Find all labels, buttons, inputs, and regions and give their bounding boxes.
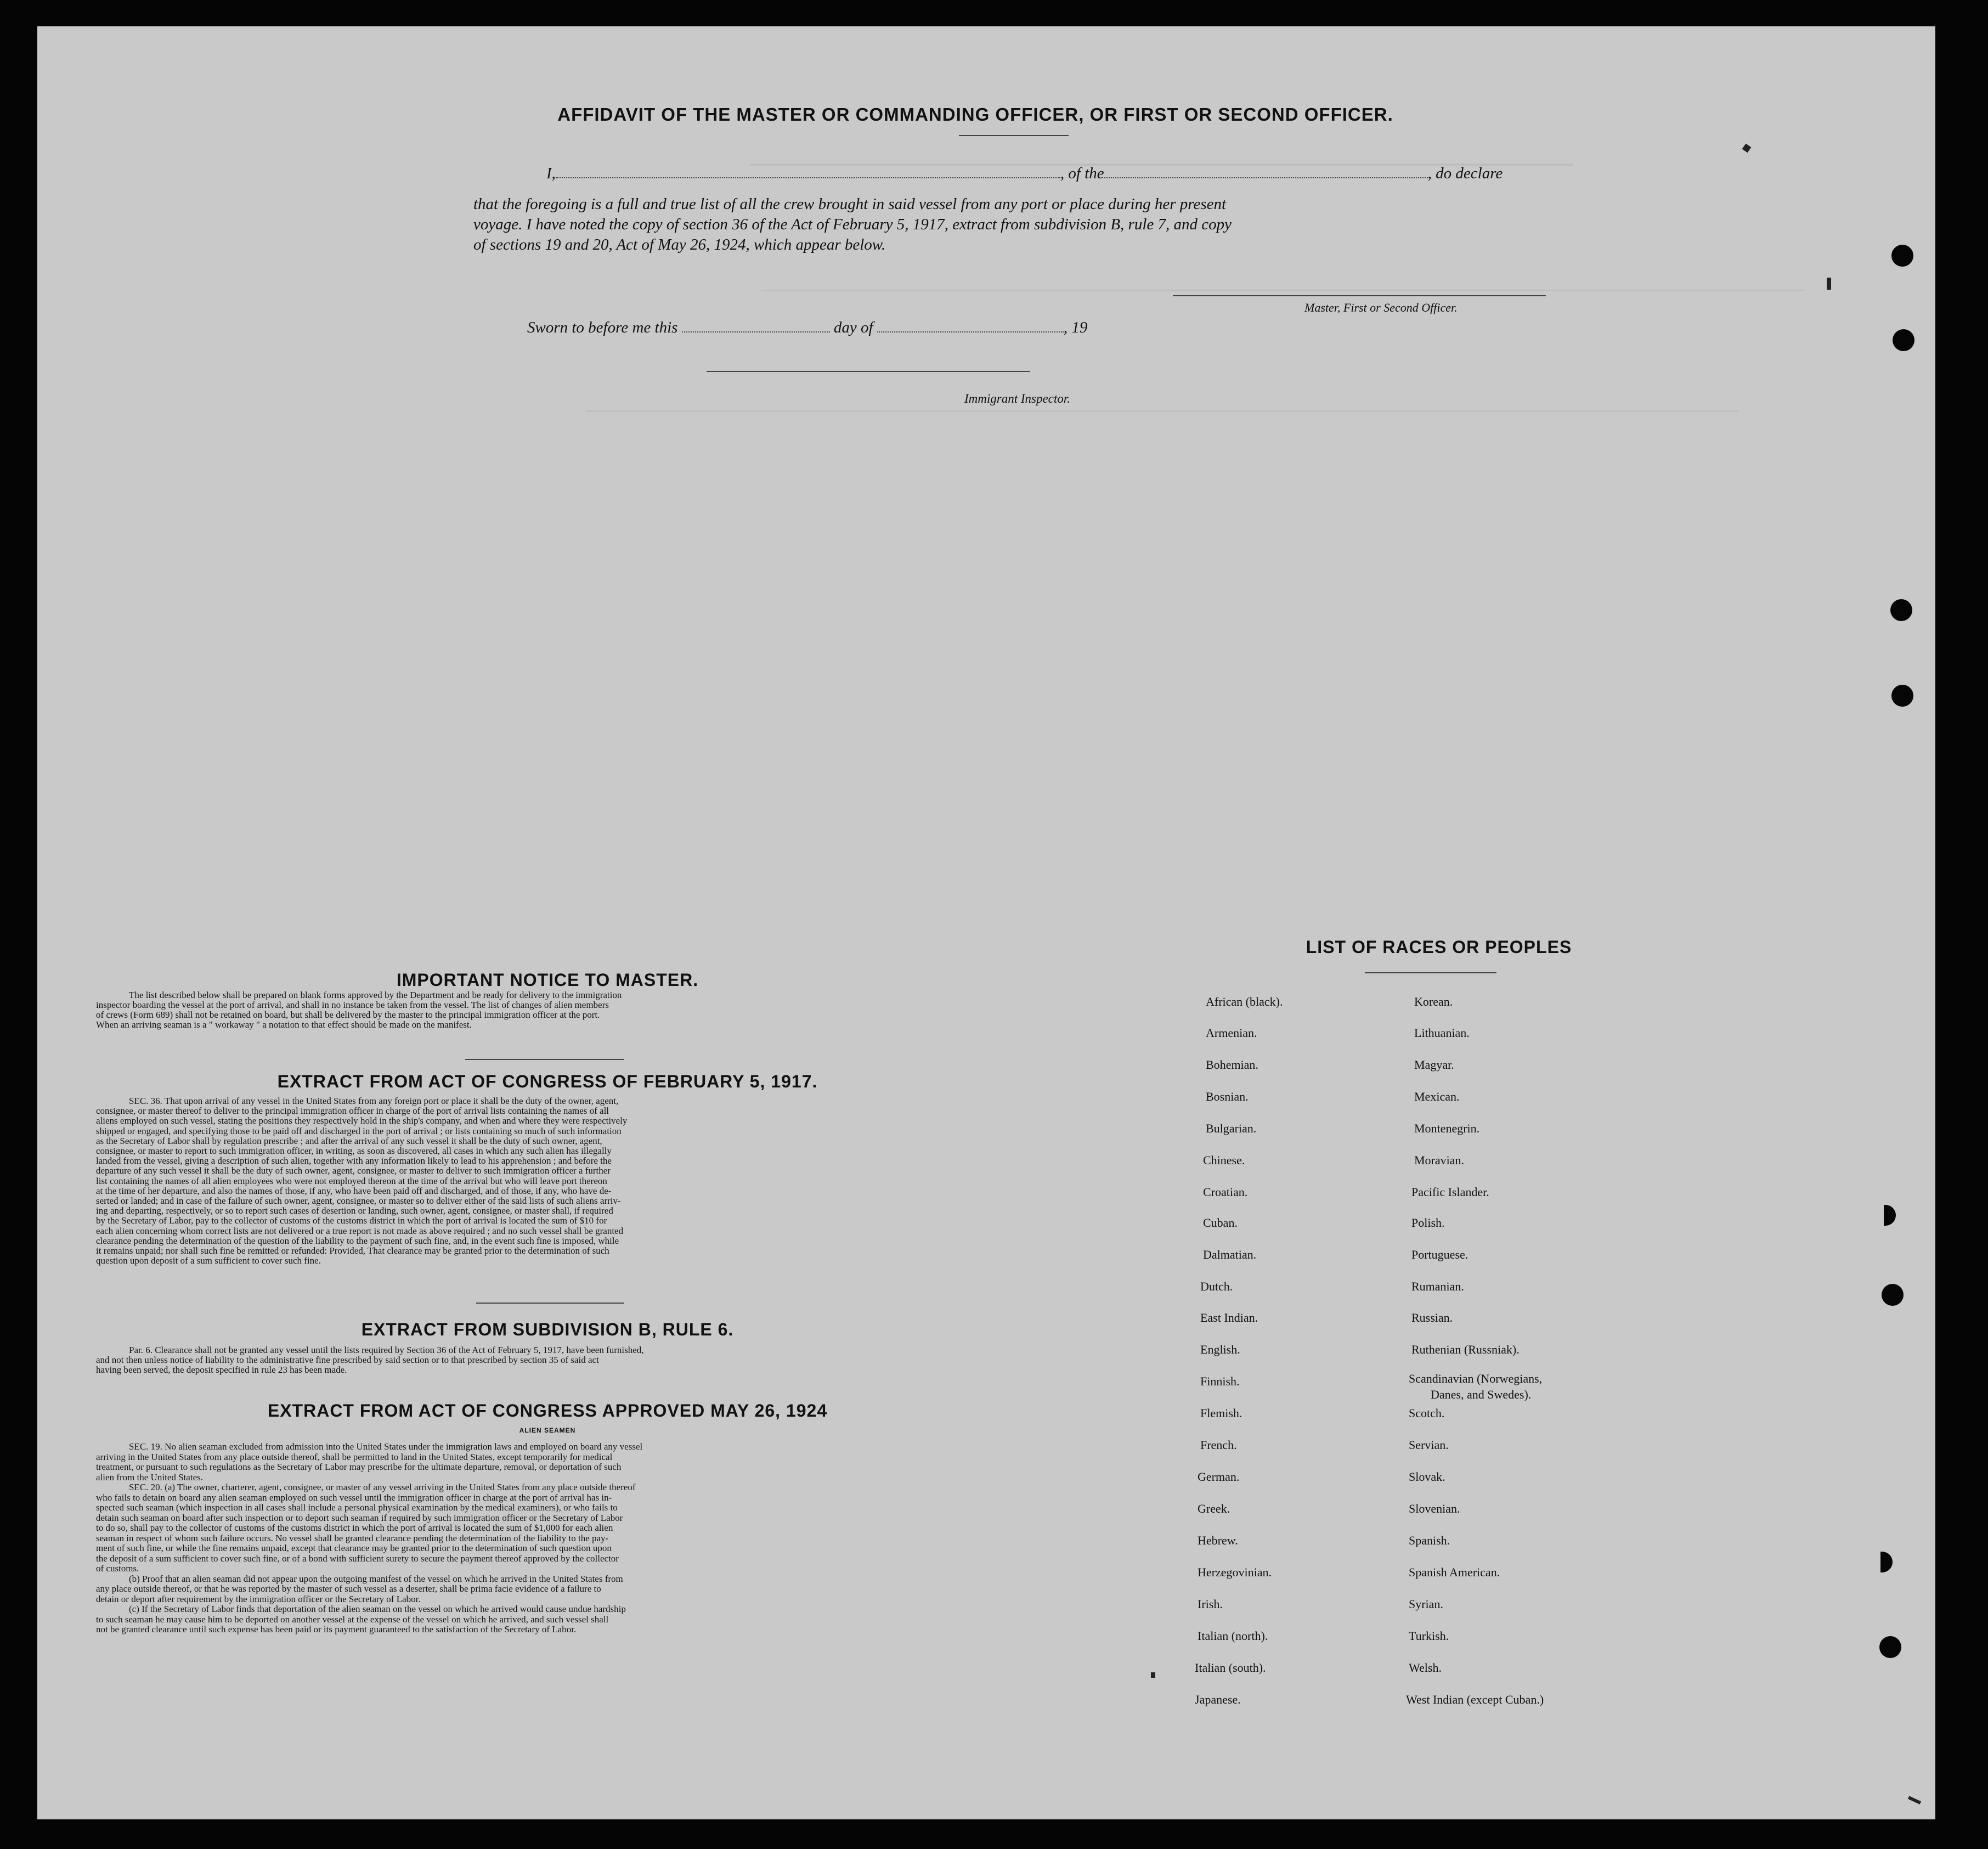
extract-1917-text xyxy=(96,1096,968,1266)
race-item: Mexican. xyxy=(1414,1090,1460,1103)
race-item: Polish. xyxy=(1411,1216,1445,1230)
race-item: Bulgarian. xyxy=(1206,1121,1257,1135)
race-item: Bosnian. xyxy=(1206,1090,1249,1103)
race-item: Slovenian. xyxy=(1409,1502,1460,1515)
extract-1924-line: not be granted clearance until such expense has been paid or its payment guaranteed to the satisfaction of the Secretary of Labor. xyxy=(96,1624,577,1634)
document-page xyxy=(37,26,1935,1819)
extract-1917-line: departure of any such vessel it shall be the duty of such owner, agent, consignee, or master to deliver to such immigration officer a further xyxy=(96,1165,611,1176)
declaration-line xyxy=(470,165,1594,183)
race-item: Spanish American. xyxy=(1409,1565,1500,1579)
year-prefix: , 19 xyxy=(1063,319,1088,336)
extract-1924-line: any place outside thereof, or that he was reported by the master of such vessel as a deserter, shall be prima facie evidence of a failure to xyxy=(96,1583,601,1594)
master-caption: Master, First or Second Officer. xyxy=(1304,301,1458,314)
i-label: I, xyxy=(546,165,556,182)
punch-hole-icon xyxy=(1893,329,1914,351)
extract-rule6-text xyxy=(96,1345,968,1375)
of-the-label: , of the xyxy=(1060,165,1104,182)
extract-1924-line: spected such seaman (which inspection in all cases shall include a personal physical examination by the medical examiners), or who fails to xyxy=(96,1502,618,1513)
race-item: Chinese. xyxy=(1203,1153,1245,1167)
extract-1924-line: arriving in the United States from any place outside thereof, shall be permitted to land in the United States, except temporarily for medical xyxy=(96,1451,613,1462)
ghost-rule xyxy=(761,290,1804,291)
race-item: Cuban. xyxy=(1203,1216,1238,1230)
notice-text xyxy=(96,990,968,1030)
extract-1917-line: as the Secretary of Labor shall by regulation prescribe ; and after the arrival of any such vessel it shall be the duty of such owner, agent, xyxy=(96,1135,602,1146)
extract-1917-line: at the time of her departure, and also the names of those, if any, who have been paid off and discharged, and of those, if any, who have de- xyxy=(96,1185,612,1196)
race-item: Scandinavian (Norwegians, xyxy=(1409,1372,1543,1385)
sworn-day-field[interactable] xyxy=(682,331,830,332)
extract-1924-line: detain such seaman on board after such inspection or to deport such seaman if required by such immigration officer or the Secretary of Labor xyxy=(96,1512,623,1523)
race-item: Italian (south). xyxy=(1195,1661,1266,1675)
affidavit-body-line: voyage. I have noted the copy of section 36 of the Act of February 5, 1917, extract from subdivision B, rule 7, and copy xyxy=(473,216,1232,233)
punch-hole-icon xyxy=(1882,1284,1904,1306)
race-item: Armenian. xyxy=(1206,1026,1257,1040)
inspector-caption: Immigrant Inspector. xyxy=(964,392,1070,405)
race-item: Flemish. xyxy=(1200,1406,1242,1420)
race-item: Japanese. xyxy=(1195,1693,1241,1706)
race-item: Hebrew. xyxy=(1198,1534,1238,1547)
extract-1924-line: (c) If the Secretary of Labor finds that deportation of the alien seaman on the vessel on which he arrived would cause undue hardship xyxy=(129,1604,626,1614)
race-item: Turkish. xyxy=(1409,1629,1449,1643)
race-item: Servian. xyxy=(1409,1438,1449,1452)
extract-1917-line: shipped or engaged, and specifying those to be paid off and discharged in the port of arrival ; or lists containing so much of such information xyxy=(96,1125,622,1136)
race-item: Pacific Islander. xyxy=(1411,1185,1489,1199)
punch-hole-icon xyxy=(1884,1205,1896,1226)
race-item: Syrian. xyxy=(1409,1597,1443,1611)
stray-mark xyxy=(1151,1672,1155,1678)
extract-1917-line: by the Secretary of Labor, pay to the collector of customs of the customs district in which the port of arrival is located the sum of $10 for xyxy=(96,1215,607,1226)
race-item: Rumanian. xyxy=(1411,1279,1464,1293)
race-item: Lithuanian. xyxy=(1414,1026,1470,1040)
punch-hole-icon xyxy=(1891,245,1913,267)
extract-1924-line: of customs. xyxy=(96,1563,139,1574)
extract-1924-line: who fails to detain on board any alien seaman employed on such vessel until the immigration officer in charge at the port of arrival has in- xyxy=(96,1492,612,1503)
extract-1917-line: it remains unpaid; nor shall such fine be remitted or refunded: Provided, That clearance may be granted prior to the determination of such xyxy=(96,1245,609,1256)
affidavit-body-line: of sections 19 and 20, Act of May 26, 1924, which appear below. xyxy=(473,236,886,253)
race-item: Irish. xyxy=(1198,1597,1223,1611)
race-item: Dutch. xyxy=(1200,1279,1233,1293)
do-declare-label: , do declare xyxy=(1427,165,1503,182)
race-item: Welsh. xyxy=(1409,1661,1442,1675)
extract-1917-line: question upon deposit of a sum sufficient to cover such fine. xyxy=(96,1255,321,1266)
race-item: Italian (north). xyxy=(1198,1629,1268,1643)
race-item: Bohemian. xyxy=(1206,1058,1258,1072)
races-title: LIST OF RACES OR PEOPLES xyxy=(1306,937,1572,957)
day-of-label: day of xyxy=(833,319,873,336)
stray-mark xyxy=(1908,1796,1921,1805)
title-rule xyxy=(959,135,1069,136)
extract-1924-line: seaman in respect of whom such failure occurs. No vessel shall be granted clearance pending the determination of the liability to the pay- xyxy=(96,1532,609,1543)
stray-mark xyxy=(1827,278,1831,290)
extract-1917-line: aliens employed on such vessel, stating the positions they respectively hold in the ship's company, and when and where they were respectively xyxy=(96,1115,628,1126)
extract-1917-line: clearance pending the determination of the question of the liability to the payment of such fine, and, in the event such fine is imposed, while xyxy=(96,1235,619,1246)
race-item: French. xyxy=(1200,1438,1237,1452)
extract-1917-line: consignee, or master thereof to deliver to the principal immigration officer in charge of the port of arrival lists containing the names of all xyxy=(96,1106,609,1117)
extract-1917-line: serted or landed; and in case of the failure of such owner, agent, consignee, or master so to deliver either of the said lists of such aliens arriv- xyxy=(96,1196,621,1207)
punch-hole-icon xyxy=(1880,1552,1893,1572)
extract-1917-line: consignee, or master to report to such immigration officer, in writing, as soon as discovered, all cases in which any such alien has illegally xyxy=(96,1146,612,1157)
race-item: West Indian (except Cuban.) xyxy=(1406,1693,1544,1706)
race-item: Ruthenian (Russniak). xyxy=(1411,1343,1520,1356)
race-item: Korean. xyxy=(1414,995,1453,1008)
notice-line: When an arriving seaman is a " workaway " a notation to that effect should be made on the manifest. xyxy=(96,1019,472,1030)
extract-1924-line: treatment, or pursuant to such regulations as the Secretary of Labor may prescribe for the ultimate departure, removal, or deportation of such xyxy=(96,1462,622,1472)
extract-1924-subtitle: ALIEN SEAMEN xyxy=(519,1427,576,1434)
race-item: Slovak. xyxy=(1409,1470,1445,1484)
section-rule xyxy=(465,1059,624,1060)
notice-line: of crews (Form 689) shall not be retained on board, but shall be delivered by the master to the principal immigration officer at the port. xyxy=(96,1010,600,1020)
race-item: Magyar. xyxy=(1414,1058,1454,1072)
notice-line: The list described below shall be prepared on blank forms approved by the Department and be ready for delivery to the immigration xyxy=(129,990,622,1000)
vessel-field[interactable] xyxy=(1104,177,1428,178)
extract-1917-line: list containing the names of all alien employees who were not employed thereon at the time of the arrival but who will leave port thereon xyxy=(96,1175,607,1186)
name-field[interactable] xyxy=(556,177,1060,178)
race-item: Croatian. xyxy=(1203,1185,1248,1199)
extract-1917-line: landed from the vessel, giving a description of such alien, together with any information likely to lead to his apprehension ; and before the xyxy=(96,1155,612,1166)
extract-1924-line: SEC. 20. (a) The owner, charterer, agent, consignee, or master of any vessel arriving in the United States from any place outside thereof xyxy=(129,1482,636,1492)
extract-1924-line: detain or deport after requirement by the immigration officer or the Secretary of Labor. xyxy=(96,1593,421,1604)
master-signature-line[interactable] xyxy=(1173,295,1546,296)
race-item: Montenegrin. xyxy=(1414,1121,1480,1135)
ghost-rule xyxy=(586,410,1738,412)
affidavit-body xyxy=(473,194,1587,255)
punch-hole-icon xyxy=(1879,1636,1901,1658)
extract-rule6-line: and not then unless notice of liability to the administrative fine prescribed by said section or to that prescribed by section 35 of said act xyxy=(96,1355,599,1365)
extract-rule6-line: Par. 6. Clearance shall not be granted any vessel until the lists required by Section 36 of the Act of February 5, 1917, have been furnished, xyxy=(129,1345,644,1355)
race-item: Dalmatian. xyxy=(1203,1248,1257,1261)
sworn-month-field[interactable] xyxy=(877,331,1064,332)
extract-1924-text xyxy=(96,1442,968,1635)
extract-1917-line: SEC. 36. That upon arrival of any vessel in the United States from any foreign port or place it shall be the duty of the owner, agent, xyxy=(129,1096,619,1106)
race-item: Scotch. xyxy=(1409,1406,1445,1420)
race-item: German. xyxy=(1198,1470,1240,1484)
extract-1917-title: EXTRACT FROM ACT OF CONGRESS OF FEBRUARY 5, 1917. xyxy=(277,1072,818,1091)
punch-hole-icon xyxy=(1891,685,1913,707)
extract-1924-line: to do so, shall pay to the collector of customs of the customs district in which the port of arrival is located the sum of $1,000 for each alien xyxy=(96,1523,613,1533)
extract-rule6-line: having been served, the deposit specified in rule 23 has been made. xyxy=(96,1365,347,1375)
extract-1917-line: ing and departing, respectively, or so to report such cases of desertion or landing, such owner, agent, consignee, or master shall, if required xyxy=(96,1205,613,1216)
notice-title: IMPORTANT NOTICE TO MASTER. xyxy=(396,970,699,990)
section-rule xyxy=(476,1303,624,1304)
race-item: Moravian. xyxy=(1414,1153,1465,1167)
race-item: English. xyxy=(1200,1343,1240,1356)
extract-1924-line: alien from the United States. xyxy=(96,1472,203,1482)
sworn-line xyxy=(527,319,1087,337)
punch-hole-icon xyxy=(1890,599,1912,621)
extract-1924-line: to such seaman he may cause him to be deported on another vessel at the expense of the vessel on which he arrived, and such vessel shall xyxy=(96,1614,609,1625)
affidavit-title: AFFIDAVIT OF THE MASTER OR COMMANDING OFFICER, OR FIRST OR SECOND OFFICER. xyxy=(557,104,1393,125)
race-item: Russian. xyxy=(1411,1311,1453,1324)
extract-1924-line: (b) Proof that an alien seaman did not appear upon the outgoing manifest of the vessel on which he arrived in the United States from xyxy=(129,1573,623,1584)
stray-mark xyxy=(1742,144,1752,153)
inspector-signature-line[interactable] xyxy=(707,371,1030,372)
race-item: African (black). xyxy=(1206,995,1283,1008)
race-item: Spanish. xyxy=(1409,1534,1450,1547)
race-item: Danes, and Swedes). xyxy=(1431,1388,1532,1401)
extract-1924-line: the deposit of a sum sufficient to cover such fine, or of a bond with sufficient surety to secure the payment thereof approved by the collector xyxy=(96,1553,619,1564)
extract-1917-line: each alien concerning whom correct lists are not delivered or a true report is not made as above required ; and no such vessel shall be granted xyxy=(96,1225,624,1236)
extract-rule6-title: EXTRACT FROM SUBDIVISION B, RULE 6. xyxy=(361,1320,734,1339)
section-rule xyxy=(1365,972,1496,973)
race-item: Finnish. xyxy=(1200,1374,1240,1388)
extract-1924-line: SEC. 19. No alien seaman excluded from admission into the United States under the immigration laws and employed on board any vessel xyxy=(129,1441,643,1452)
race-item: Greek. xyxy=(1198,1502,1230,1515)
race-item: East Indian. xyxy=(1200,1311,1258,1324)
race-item: Herzegovinian. xyxy=(1198,1565,1272,1579)
notice-line: inspector boarding the vessel at the port of arrival, and shall in no instance be taken from the vessel. The list of changes of alien members xyxy=(96,1000,609,1010)
affidavit-body-line: that the foregoing is a full and true list of all the crew brought in said vessel from any port or place during her present xyxy=(473,195,1227,213)
extract-1924-line: ment of such fine, or while the fine remains unpaid, except that clearance may be granted prior to the determination of such question upon xyxy=(96,1543,612,1553)
race-item: Portuguese. xyxy=(1411,1248,1469,1261)
sworn-prefix: Sworn to before me this xyxy=(527,319,678,336)
extract-1924-title: EXTRACT FROM ACT OF CONGRESS APPROVED MAY 26, 1924 xyxy=(267,1401,828,1420)
